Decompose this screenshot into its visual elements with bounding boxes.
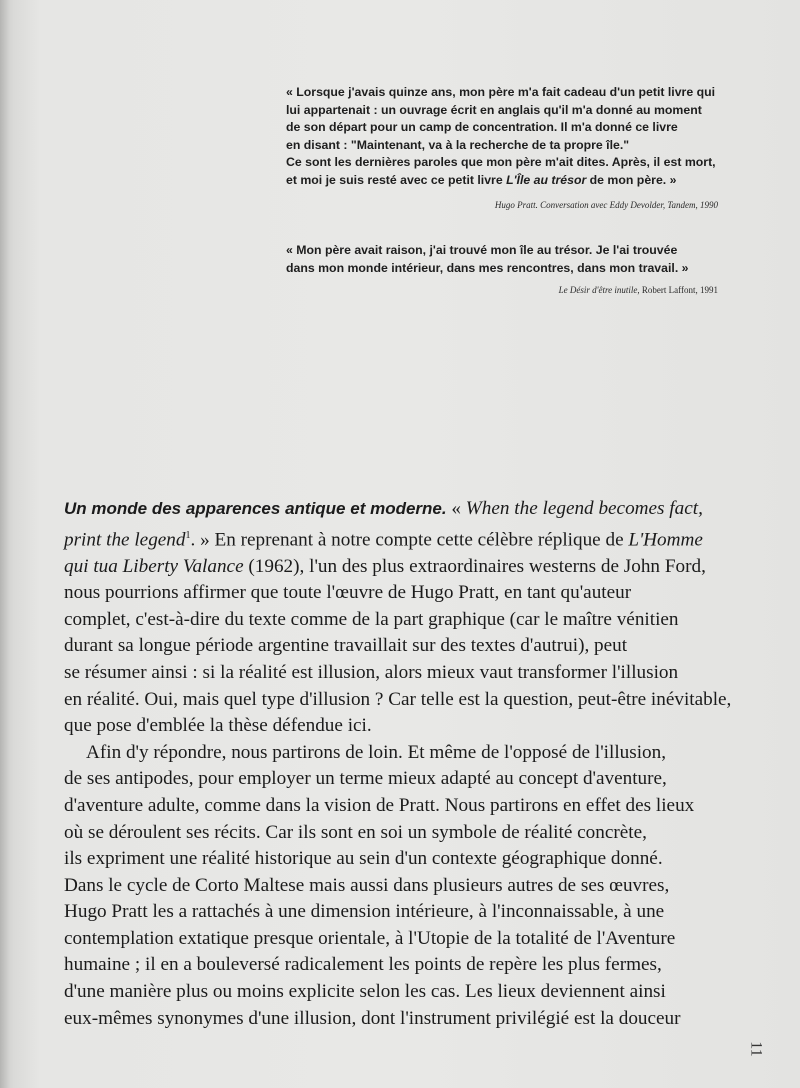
body-line: Afin d'y répondre, nous partirons de loin. Et même de l'opposé de l'illusion, bbox=[86, 741, 667, 763]
quote-line: de son départ pour un camp de concentration. Il m'a donné ce livre bbox=[286, 120, 678, 134]
epigraph-quote-2 bbox=[286, 242, 689, 277]
quote-line: « Lorsque j'avais quinze ans, mon père m'a fait cadeau d'un petit livre qui bbox=[286, 85, 716, 99]
page-gutter-shadow bbox=[0, 0, 10, 1088]
quote-text: et moi je suis resté avec ce petit livre bbox=[286, 172, 507, 187]
quote-text: de mon père. » bbox=[586, 172, 677, 187]
body-line: Hugo Pratt les a rattachés à une dimension intérieure, à l'inconnaissable, à une bbox=[64, 901, 665, 923]
quote-line: en disant : "Maintenant, va à la recherche de ta propre île." bbox=[286, 137, 630, 152]
quote-2-source: Le Désir d'être inutile, Robert Laffont, 1991 bbox=[558, 285, 718, 295]
body-line: complet, c'est-à-dire du texte comme de la part graphique (car le maître vénitien bbox=[64, 608, 679, 630]
body-line: contemplation extatique presque orientale, à l'Utopie de la totalité de l'Aventure bbox=[64, 927, 676, 949]
quote-line: lui appartenait : un ouvrage écrit en anglais qu'il m'a donné au moment bbox=[286, 102, 702, 117]
body-line: se résumer ainsi : si la réalité est illusion, alors mieux vaut transformer l'illusion bbox=[64, 661, 679, 683]
body-line: d'une manière plus ou moins explicite selon les cas. Les lieux deviennent ainsi bbox=[64, 981, 666, 1003]
footnote-marker[interactable]: 1 bbox=[185, 529, 191, 541]
body-line: eux-mêmes synonymes d'une illusion, dont l'instrument privilégié est la douceur bbox=[64, 1007, 681, 1029]
quote-line: dans mon monde intérieur, dans mes rencontres, dans mon travail. » bbox=[286, 260, 689, 275]
body-line: où se déroulent ses récits. Car ils sont en soi un symbole de réalité concrète, bbox=[64, 821, 647, 843]
body-line: ils expriment une réalité historique au sein d'un contexte géographique donné. bbox=[64, 848, 663, 870]
body-line: Un monde des apparences antique et moderne. « When the legend becomes fact, bbox=[64, 498, 703, 519]
body-line: humaine ; il en a bouleversé radicalement les points de repère les plus fermes, bbox=[64, 954, 662, 976]
quote-line bbox=[286, 172, 716, 190]
body-line: Dans le cycle de Corto Maltese mais aussi dans plusieurs autres de ses œuvres, bbox=[64, 874, 670, 896]
quote-line: « Mon père avait raison, j'ai trouvé mon île au trésor. Je l'ai trouvée bbox=[286, 243, 678, 257]
body-line: print the legend$^1$. » En reprenant à notre compte cette célèbre réplique de L'Homme bbox=[64, 528, 703, 550]
body-line: de ses antipodes, pour employer un terme mieux adapté au concept d'aventure, bbox=[64, 768, 667, 790]
quote-1-source: Hugo Pratt. Conversation avec Eddy Devolder, Tandem, 1990 bbox=[494, 200, 718, 210]
section-lead: Un monde des apparences antique et moderne. bbox=[64, 499, 447, 518]
body-line: que pose d'emblée la thèse défendue ici. bbox=[64, 715, 372, 737]
main-body-text bbox=[64, 496, 732, 1032]
body-line: durant sa longue période argentine travaillait sur des textes d'autrui), peut bbox=[64, 635, 628, 657]
epigraph-quote-1 bbox=[286, 84, 716, 189]
body-line: nous pourrions affirmer que toute l'œuvre de Hugo Pratt, en tant qu'auteur bbox=[64, 582, 632, 604]
body-line: en réalité. Oui, mais quel type d'illusion ? Car telle est la question, peut-être inévitable, bbox=[64, 688, 732, 710]
body-line: d'aventure adulte, comme dans la vision de Pratt. Nous partirons en effet des lieux bbox=[64, 794, 695, 816]
page-number: 11 bbox=[747, 1041, 765, 1057]
body-line: qui tua Liberty Valance (1962), l'un des plus extraordinaires westerns de John Ford, bbox=[64, 555, 706, 577]
quote-line: Ce sont les dernières paroles que mon père m'ait dites. Après, il est mort, bbox=[286, 155, 716, 169]
book-title: L'Île au trésor bbox=[506, 172, 587, 187]
